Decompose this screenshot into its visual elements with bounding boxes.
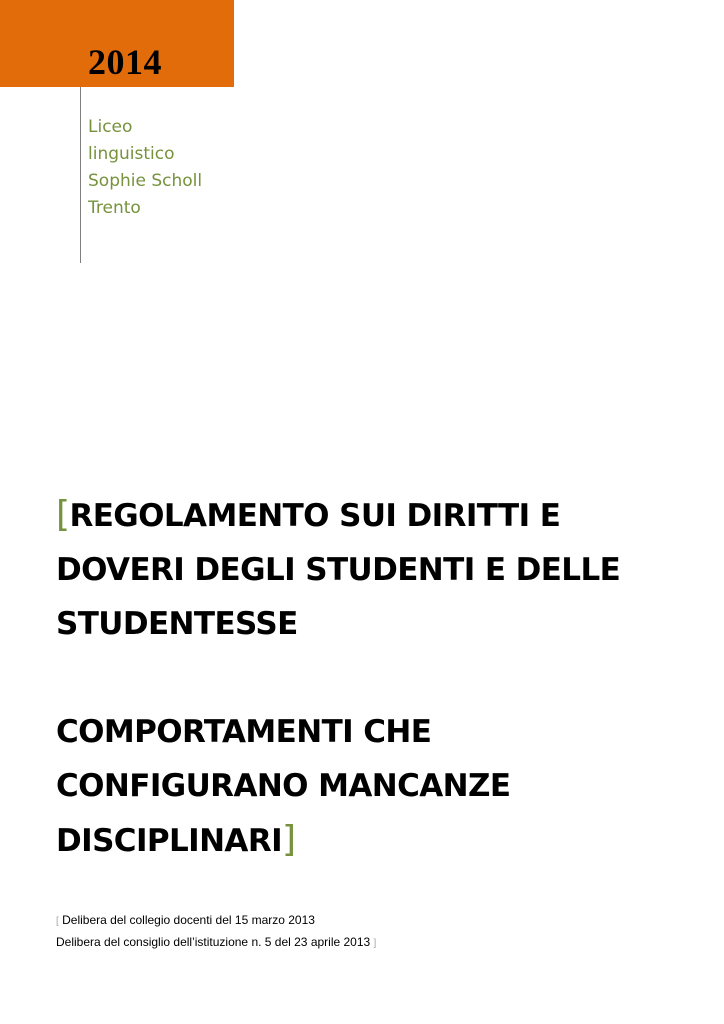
footer-line-1 [56, 910, 376, 932]
title-close-bracket: ] [282, 819, 296, 860]
footer-close-bracket: ] [373, 938, 377, 949]
school-name-block [88, 114, 202, 222]
title-line-3: STUDENTESSE [56, 606, 298, 642]
footer-line-2 [56, 932, 376, 954]
vertical-divider [80, 87, 81, 263]
year-label: 2014 [88, 42, 162, 82]
title-open-bracket: [ [56, 494, 70, 535]
title-line-4: COMPORTAMENTI CHE [56, 714, 432, 750]
title-spacer [56, 651, 696, 705]
title-line-6 [56, 813, 696, 868]
title-line-1 [56, 488, 696, 543]
title-line-2: DOVERI DEGLI STUDENTI E DELLE [56, 552, 621, 588]
footer-open-bracket: [ [56, 916, 59, 927]
school-line-4: Trento [88, 198, 141, 218]
document-title [56, 488, 696, 868]
school-line-1: Liceo [88, 117, 133, 137]
deliberation-notes [56, 910, 376, 954]
title-line-1-text: REGOLAMENTO SUI DIRITTI E [69, 498, 561, 534]
school-line-3: Sophie Scholl [88, 171, 203, 191]
footer-line-2-text: Delibera del consiglio dell’istituzione n. 5 del 23 aprile 2013 [56, 935, 371, 949]
title-line-6-text: DISCIPLINARI [56, 823, 283, 859]
title-line-5: CONFIGURANO MANCANZE [56, 768, 511, 804]
school-line-2: linguistico [88, 144, 175, 164]
footer-line-1-text: Delibera del collegio docenti del 15 marzo 2013 [62, 913, 315, 927]
